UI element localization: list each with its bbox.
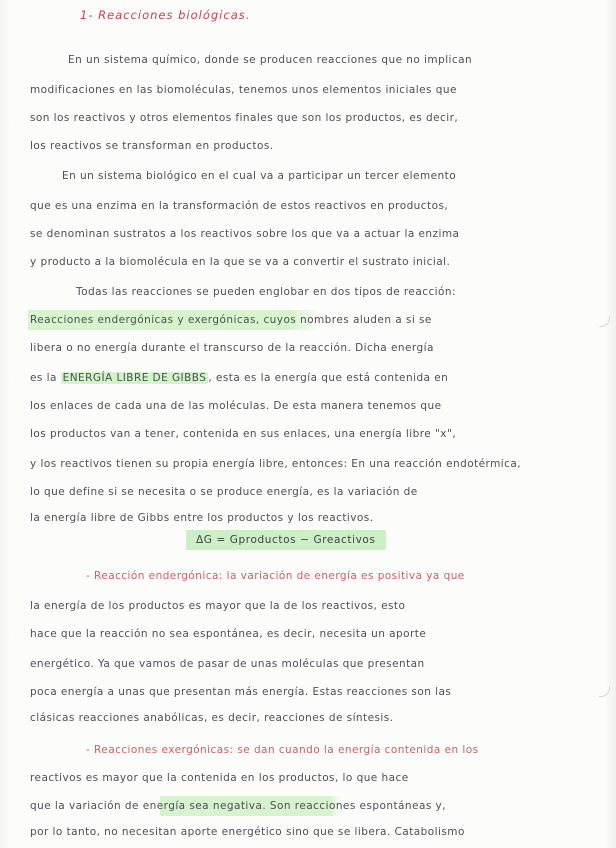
section-title: 1- Reacciones biológicas. xyxy=(80,8,251,22)
text-line: que la variación de energía sea negativa. Son reacciones espontáneas y, xyxy=(0,796,616,816)
text-line: Todas las reacciones se pueden englobar en dos tipos de reacción: xyxy=(76,286,457,298)
text-line: En un sistema químico, donde se producen reacciones que no implican xyxy=(68,54,473,66)
gibbs-formula: ΔG = Gproductos − Greactivos xyxy=(186,530,386,550)
text-line: es la ENERGÍA LIBRE DE GIBBS , esta es la energía que está contenida en xyxy=(30,372,449,384)
text-line: se denominan sustratos a los reactivos sobre los que va a actuar la enzima xyxy=(30,228,460,240)
text-line: clásicas reacciones anabólicas, es decir, reacciones de síntesis. xyxy=(30,712,394,724)
text-line: la energía libre de Gibbs entre los productos y los reactivos. xyxy=(30,512,374,524)
text-line: los enlaces de cada una de las moléculas. De esta manera tenemos que xyxy=(30,400,442,412)
text-line: - Reacción endergónica: la variación de energía es positiva ya que xyxy=(86,570,465,582)
text-line: que es una enzima en la transformación de estos reactivos en productos, xyxy=(30,200,449,212)
text-line: modificaciones en las biomoléculas, tenemos unos elementos iniciales que xyxy=(30,84,457,96)
text-line: los productos van a tener, contenida en sus enlaces, una energía libre "x", xyxy=(30,428,457,440)
text-line: libera o no energía durante el transcurso de la reacción. Dicha energía xyxy=(30,342,434,354)
text-line: lo que define si se necesita o se produce energía, es la variación de xyxy=(30,486,418,498)
text-line: por lo tanto, no necesitan aporte energético sino que se libera. Catabolismo xyxy=(30,826,465,838)
text-line: En un sistema biológico en el cual va a participar un tercer elemento xyxy=(62,170,457,182)
text-line: y producto a la biomolécula en la que se va a convertir el sustrato inicial. xyxy=(30,256,451,268)
text-line: los reactivos se transforman en productos. xyxy=(30,140,274,152)
text-line: la energía de los productos es mayor que la de los reactivos, esto xyxy=(30,600,406,612)
text-line: poca energía a unas que presentan más energía. Estas reacciones son las xyxy=(30,686,452,698)
text-line: reactivos es mayor que la contenida en los productos, lo que hace xyxy=(30,772,409,784)
text-line: y los reactivos tienen su propia energía libre, entonces: En una reacción endotérmica, xyxy=(30,458,522,470)
text-line: hace que la reacción no sea espontánea, es decir, necesita un aporte xyxy=(30,628,427,640)
text-line: - Reacciones exergónicas: se dan cuando la energía contenida en los xyxy=(86,744,479,756)
text-line: energético. Ya que vamos de pasar de unas moléculas que presentan xyxy=(30,658,425,670)
highlighted-term: ENERGÍA LIBRE DE GIBBS xyxy=(62,372,207,384)
text-line: son los reactivos y otros elementos finales que son los productos, es decir, xyxy=(30,112,459,124)
text-line: Reacciones endergónicas y exergónicas, cuyos nombres aluden a si se xyxy=(0,310,616,330)
